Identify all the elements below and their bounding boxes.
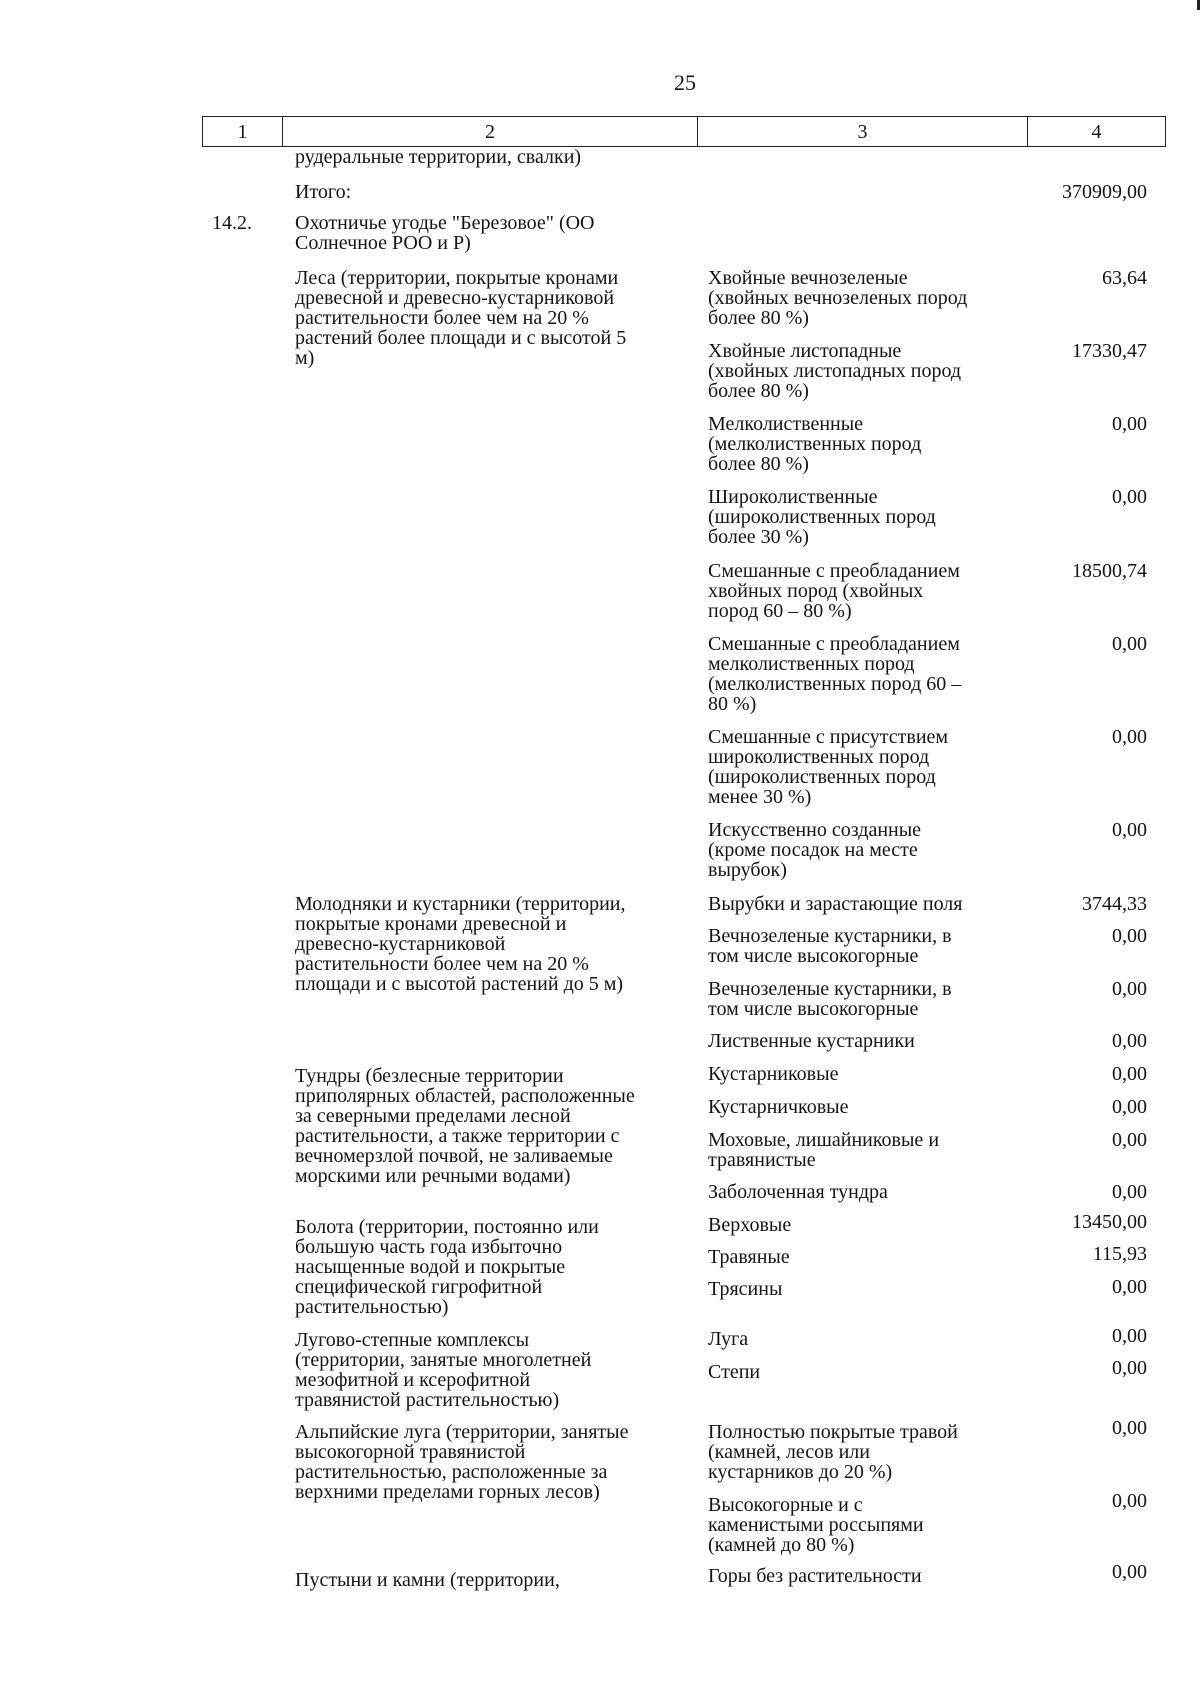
- item-label: Травяные: [708, 1246, 790, 1268]
- item-value: 0,00: [1112, 1129, 1147, 1151]
- item-value: 17330,47: [1072, 340, 1147, 362]
- category-meadow-steppe: Лугово-степные комплексы (территории, занятые многолетней мезофитной и ксерофитной травянистой растительностью): [295, 1329, 592, 1411]
- item-value: 0,00: [1112, 1417, 1147, 1439]
- item-label: Хвойные вечнозеленые (хвойных вечнозеленых пород более 80 %): [708, 267, 968, 329]
- item-value: 0,00: [1112, 1561, 1147, 1583]
- header-col-2: 2: [283, 117, 698, 146]
- item-label: Мелколиственные (мелколиственных пород более 80 %): [708, 413, 922, 475]
- item-label: Лиственные кустарники: [708, 1030, 915, 1052]
- category-tundra: Тундры (безлесные территории приполярных областей, расположенные за северными пределами лесной растительности, а также территории с вечномерзлой почвой, не заливаемые морскими или речными водами): [295, 1065, 635, 1187]
- item-label: Моховые, лишайниковые и травянистые: [708, 1129, 940, 1171]
- total-label: Итого:: [295, 181, 352, 203]
- category-forests: Леса (территории, покрытые кронами древесной и древесно-кустарниковой растительности более чем на 20 % растений более площади и с высотой 5 м): [295, 267, 627, 369]
- item-value: 0,00: [1112, 1357, 1147, 1379]
- item-label: Горы без растительности: [708, 1565, 922, 1587]
- header-col-3: 3: [698, 117, 1028, 146]
- item-label: Высокогорные и с каменистыми россыпями (камней до 80 %): [708, 1494, 924, 1556]
- item-label: Смешанные с преобладанием мелколиственных пород (мелколиственных пород 60 – 80 %): [708, 633, 962, 715]
- carry-over-text: рудеральные территории, свалки): [295, 146, 582, 168]
- item-label: Полностью покрытые травой (камней, лесов или кустарников до 20 %): [708, 1421, 958, 1483]
- item-value: 13450,00: [1072, 1211, 1147, 1233]
- item-value: 0,00: [1112, 1096, 1147, 1118]
- item-value: 115,93: [1092, 1243, 1147, 1265]
- item-label: Хвойные листопадные (хвойных листопадных пород более 80 %): [708, 340, 962, 402]
- item-value: 0,00: [1112, 1325, 1147, 1347]
- item-value: 0,00: [1112, 1490, 1147, 1512]
- item-label: Широколиственные (широколиственных пород более 30 %): [708, 486, 936, 548]
- item-value: 0,00: [1112, 925, 1147, 947]
- item-value: 0,00: [1112, 1030, 1147, 1052]
- item-label: Трясины: [708, 1278, 783, 1300]
- section-title: Охотничье угодье "Березовое" (ОО Солнечное РОО и Р): [295, 212, 595, 254]
- item-value: 0,00: [1112, 1063, 1147, 1085]
- item-value: 0,00: [1112, 819, 1147, 841]
- item-label: Вечнозеленые кустарники, в том числе высокогорные: [708, 978, 952, 1020]
- header-col-4: 4: [1091, 121, 1102, 143]
- item-value: 18500,74: [1072, 560, 1147, 582]
- page-number: 25: [674, 70, 696, 95]
- item-label: Смешанные с присутствием широколиственных пород (широколиственных пород менее 30 %): [708, 726, 949, 808]
- item-value: 63,64: [1102, 267, 1147, 289]
- item-label: Луга: [708, 1328, 749, 1350]
- section-number: 14.2.: [212, 212, 252, 234]
- category-deserts: Пустыни и камни (территории,: [295, 1569, 560, 1591]
- item-value: 0,00: [1112, 1181, 1147, 1203]
- item-value: 3744,33: [1082, 893, 1147, 915]
- item-value: 0,00: [1112, 1276, 1147, 1298]
- category-young-growth: Молодняки и кустарники (территории, покрытые кронами древесной и древесно-кустарниковой растительности более чем на 20 % площади и с высотой растений до 5 м): [295, 893, 626, 995]
- item-value: 0,00: [1112, 726, 1147, 748]
- table-header-row: [202, 116, 1166, 147]
- category-alpine-meadows: Альпийские луга (территории, занятые высокогорной травянистой растительностью, расположенные за верхними пределами горных лесов): [295, 1421, 629, 1503]
- item-label: Кустарниковые: [708, 1063, 839, 1085]
- item-label: Вырубки и зарастающие поля: [708, 893, 963, 915]
- item-label: Искусственно созданные (кроме посадок на месте вырубок): [708, 819, 922, 881]
- item-value: 0,00: [1112, 486, 1147, 508]
- item-label: Заболоченная тундра: [708, 1181, 888, 1203]
- item-value: 0,00: [1112, 633, 1147, 655]
- item-label: Смешанные с преобладанием хвойных пород (хвойных пород 60 – 80 %): [708, 560, 960, 622]
- item-label: Степи: [708, 1361, 761, 1383]
- item-label: Верховые: [708, 1214, 792, 1236]
- item-label: Вечнозеленые кустарники, в том числе высокогорные: [708, 925, 952, 967]
- item-label: Кустарничковые: [708, 1096, 849, 1118]
- item-value: 0,00: [1112, 413, 1147, 435]
- category-swamps: Болота (территории, постоянно или большую часть года избыточно насыщенные водой и покрытые специфической гигрофитной растительностью): [295, 1216, 599, 1318]
- item-value: 0,00: [1112, 978, 1147, 1000]
- header-col-1: 1: [203, 117, 283, 146]
- total-value: 370909,00: [1062, 181, 1147, 203]
